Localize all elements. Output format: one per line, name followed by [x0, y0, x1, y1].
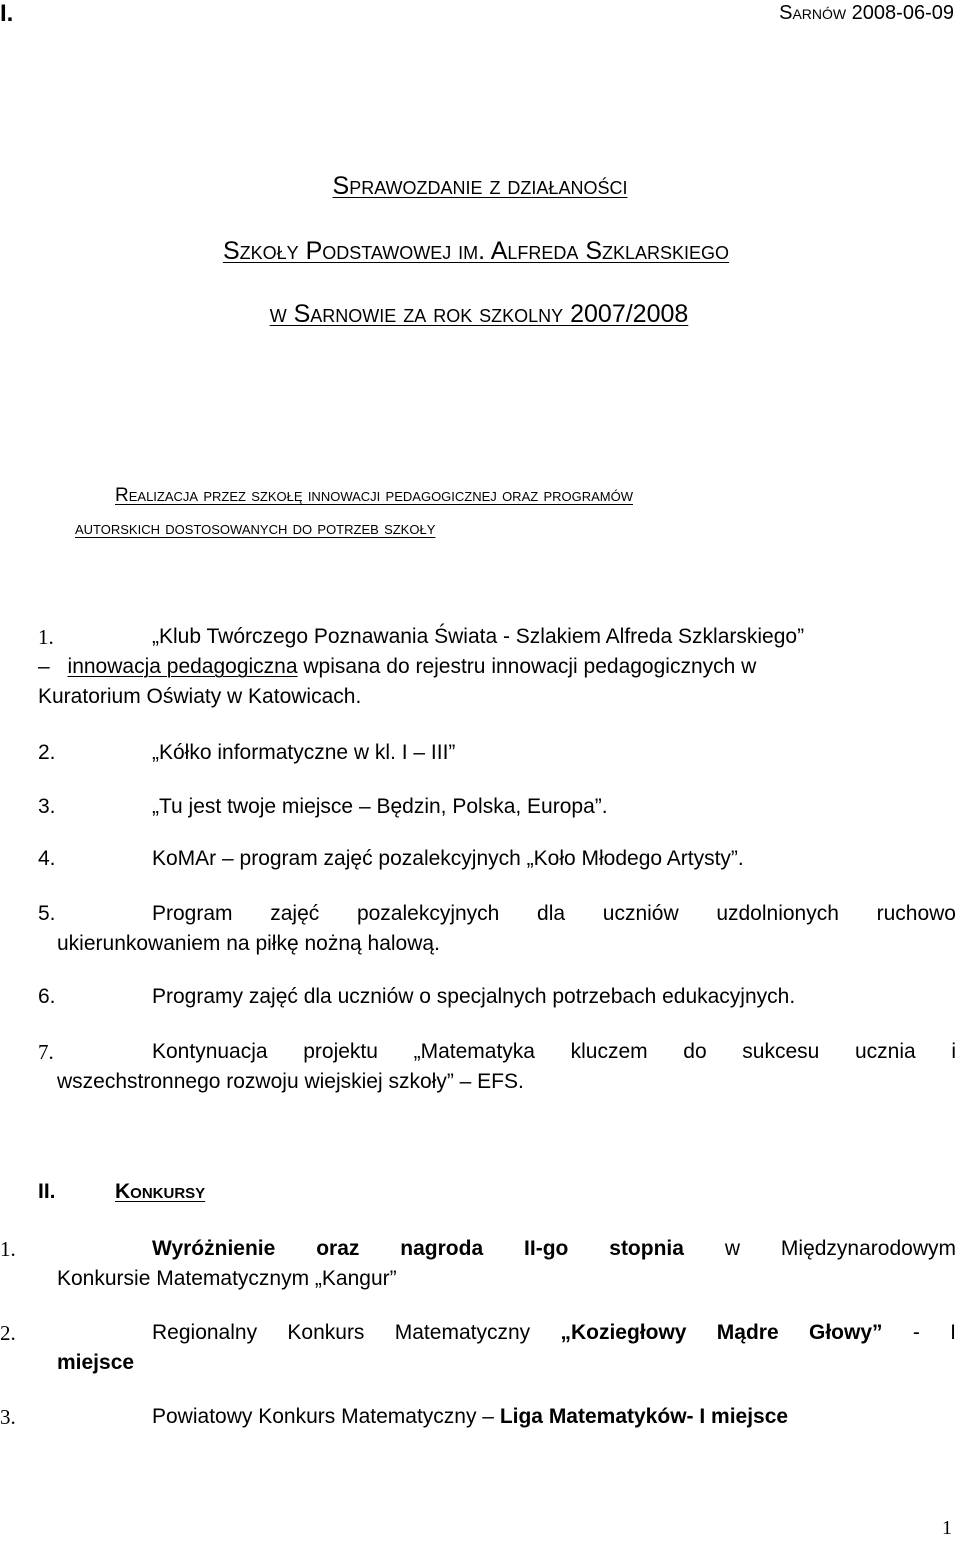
s1-item-5-line-2: ukierunkowaniem na piłkę nożną halową.: [57, 932, 440, 955]
s1-item-1-line-2-rest: wpisana do rejestru innowacji pedagogicznych w: [297, 655, 757, 678]
s1-item-6-number: 6.: [38, 985, 56, 1008]
s2-item-3-result: Liga Matematyków- I miejsce: [499, 1405, 789, 1428]
s1-item-1-dash: –: [38, 655, 50, 678]
s1-item-4-text: KoMAr – program zajęć pozalekcyjnych „Koło Młodego Artysty”.: [152, 847, 744, 870]
s1-item-3-number: 3.: [38, 795, 56, 818]
section-1-heading-line-2: autorskich dostosowanych do potrzeb szkoły: [75, 518, 436, 539]
s2-item-2-line-1: [152, 1318, 956, 1348]
s1-item-6-text: Programy zajęć dla uczniów o specjalnych potrzebach edukacyjnych.: [152, 985, 796, 1008]
section-1-heading-line-1: Realizacja przez szkołę innowacji pedagogicznej oraz programów: [115, 485, 634, 506]
page-number: 1: [942, 1517, 952, 1539]
s2-item-1-line-2: Konkursie Matematycznym „Kangur”: [57, 1267, 397, 1290]
s2-item-3-number: 3.: [0, 1405, 16, 1429]
s1-item-2-number: 2.: [38, 741, 56, 764]
s1-item-1-innovation-label: innowacja pedagogiczna: [67, 655, 298, 678]
s1-item-7-number: 7.: [38, 1040, 54, 1064]
s1-item-7-line-1: Kontynuacja projektu „Matematyka kluczem do sukcesu ucznia i: [152, 1040, 956, 1063]
section-1-number: I.: [0, 0, 14, 27]
header-date: Sarnów 2008-06-09: [779, 2, 954, 24]
s2-item-1-award: Wyróżnienie oraz nagroda II-go stopnia: [152, 1237, 684, 1260]
s1-item-5-line-1: Program zajęć pozalekcyjnych dla uczniów uzdolnionych ruchowo: [152, 902, 956, 925]
s1-item-1-line-2: [38, 652, 956, 682]
s1-item-2-text: „Kółko informatyczne w kl. I – III”: [152, 741, 456, 764]
s1-item-5-number: 5.: [38, 902, 56, 925]
s2-item-2-contest-title: „Koziegłowy Mądre Głowy”: [560, 1321, 883, 1344]
s2-item-1-number: 1.: [0, 1237, 16, 1261]
s2-item-1-line-1: [152, 1234, 956, 1264]
s2-item-2-number: 2.: [0, 1321, 16, 1345]
s2-item-3-contest-name: Powiatowy Konkurs Matematyczny –: [152, 1405, 494, 1428]
s1-item-1-number: 1.: [38, 625, 54, 649]
s1-item-1-line-1: „Klub Twórczego Poznawania Świata - Szlakiem Alfreda Szklarskiego”: [152, 625, 805, 648]
section-2-number: II.: [38, 1180, 56, 1203]
s2-item-2-contest-name: Regionalny Konkurs Matematyczny: [152, 1321, 531, 1344]
s1-item-4-number: 4.: [38, 847, 56, 870]
s2-item-1-line-1-rest: w Międzynarodowym: [724, 1237, 956, 1260]
report-title-line-3: w Sarnowie za rok szkolny 2007/2008: [269, 300, 689, 328]
s1-item-7-line-2: wszechstronnego rozwoju wiejskiej szkoły” – EFS.: [57, 1070, 524, 1093]
s2-item-3-line-1: [152, 1402, 788, 1432]
s1-item-1-line-3: Kuratorium Oświaty w Katowicach.: [38, 685, 362, 708]
s1-item-3-text: „Tu jest twoje miejsce – Będzin, Polska, Europa”.: [152, 795, 608, 818]
section-2-title: Konkursy: [115, 1180, 206, 1203]
report-title-line-2: Szkoły Podstawowej im. Alfreda Szklarskiego: [222, 237, 730, 265]
s2-item-2-line-2: miejsce: [57, 1351, 135, 1374]
report-title-line-1: Sprawozdanie z działaności: [332, 172, 628, 200]
s2-item-2-place: - I: [912, 1321, 956, 1344]
